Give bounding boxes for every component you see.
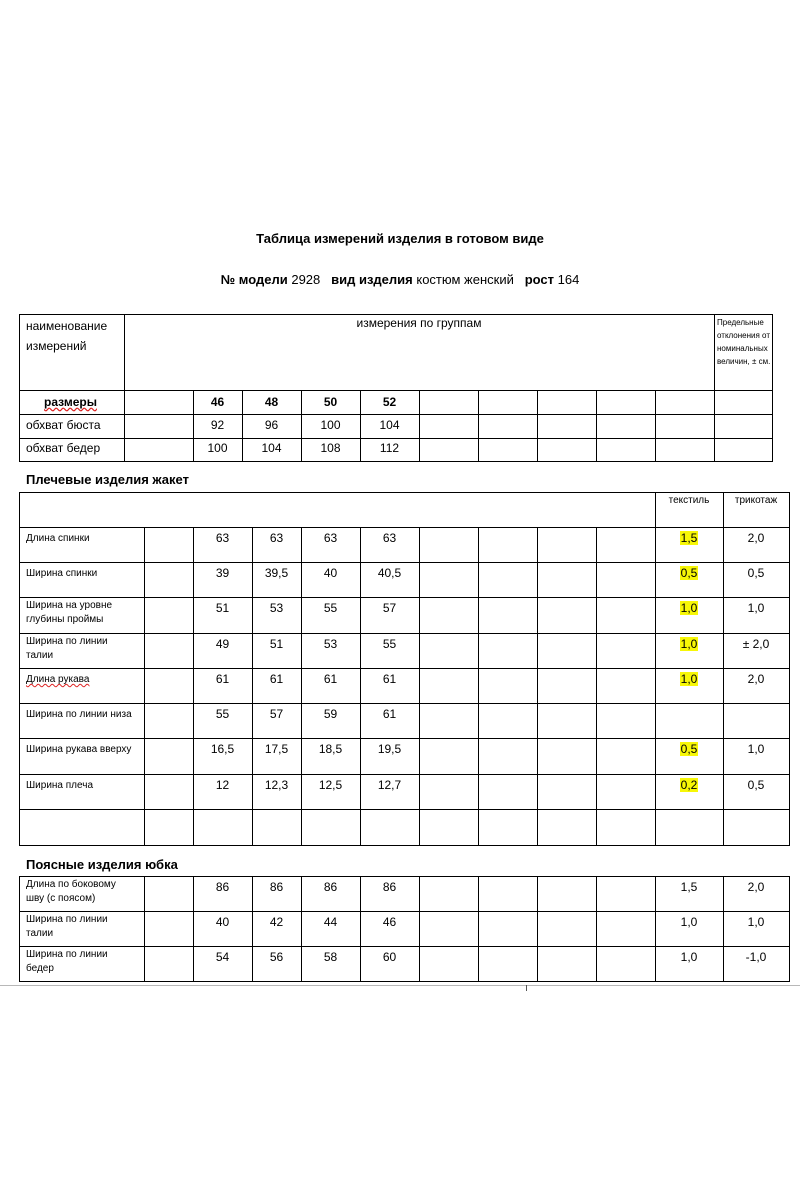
table-border-bottom <box>19 461 773 462</box>
jacket-value-text: 57 <box>269 707 284 721</box>
skirt-row-label <box>26 878 144 906</box>
skirt-textile-tolerance <box>655 915 723 929</box>
skirt-row-label-text: Ширина по линии бедер <box>26 949 108 974</box>
jacket-value <box>360 566 419 580</box>
measurement-value-text: 96 <box>264 418 279 432</box>
measurement-value-text: 100 <box>207 441 228 455</box>
jacket-row-label <box>26 532 144 546</box>
size-48-text: 48 <box>264 395 279 409</box>
measurement-value <box>193 441 242 455</box>
table-col-line <box>144 527 145 846</box>
jacket-value <box>252 672 301 686</box>
skirt-knit-tolerance-text: 1,0 <box>747 915 765 929</box>
jacket-knit-tolerance-text: 2,0 <box>747 531 765 545</box>
jacket-value <box>301 531 360 545</box>
jacket-knit-tolerance <box>723 672 789 686</box>
model-number-label: № модели <box>220 272 288 287</box>
jacket-knit-tolerance-text: 0,5 <box>747 566 765 580</box>
jacket-row-label <box>26 708 144 722</box>
jacket-value <box>252 742 301 756</box>
skirt-textile-tolerance-text: 1,0 <box>680 915 698 929</box>
table-col-line <box>478 390 479 462</box>
measurement-value <box>360 418 419 432</box>
table-row-line <box>19 414 773 415</box>
skirt-value <box>193 880 252 894</box>
sizes-label-text: размеры <box>44 395 97 409</box>
sizes-label <box>44 395 124 409</box>
measurement-label <box>26 418 124 432</box>
jacket-value-text: 51 <box>215 601 230 615</box>
table-col-line <box>478 876 479 982</box>
skirt-value-text: 46 <box>382 915 397 929</box>
measurement-value-text: 104 <box>379 418 400 432</box>
table-col-line <box>723 492 724 846</box>
table-col-line <box>537 876 538 982</box>
groups-column-header-text: измерения по группам <box>356 316 482 330</box>
table-row-line <box>19 774 790 775</box>
jacket-value <box>301 566 360 580</box>
table-border-bottom <box>19 845 790 846</box>
table-col-line <box>144 876 145 982</box>
jacket-textile-tolerance <box>655 778 723 792</box>
measurement-value <box>360 441 419 455</box>
jacket-value-text: 40,5 <box>377 566 402 580</box>
skirt-value <box>252 950 301 964</box>
jacket-value-text: 12,7 <box>377 778 402 792</box>
skirt-value-text: 40 <box>215 915 230 929</box>
size-50 <box>301 395 360 409</box>
jacket-value-text: 39,5 <box>264 566 289 580</box>
skirt-row-label-text: Длина по боковому шву (с поясом) <box>26 879 116 904</box>
skirt-value <box>252 915 301 929</box>
measurement-value <box>301 441 360 455</box>
jacket-value-text: 55 <box>215 707 230 721</box>
size-52-text: 52 <box>382 395 397 409</box>
skirt-textile-tolerance-text: 1,5 <box>680 880 698 894</box>
skirt-knit-tolerance-text: -1,0 <box>745 950 767 964</box>
skirt-knit-tolerance <box>723 950 789 964</box>
jacket-value <box>301 637 360 651</box>
document-title: Таблица измерений изделия в готовом виде <box>256 231 544 246</box>
skirt-value-text: 86 <box>323 880 338 894</box>
knit-column-header-text: трикотаж <box>734 495 778 506</box>
jacket-value-text: 40 <box>323 566 338 580</box>
skirt-value <box>193 950 252 964</box>
table-col-line <box>419 527 420 846</box>
table-col-line <box>537 527 538 846</box>
size-50-text: 50 <box>323 395 338 409</box>
skirt-value-text: 86 <box>382 880 397 894</box>
jacket-textile-tolerance-text: 1,5 <box>680 531 698 545</box>
jacket-knit-tolerance-text: 1,0 <box>747 742 765 756</box>
table-border-right <box>789 492 790 846</box>
jacket-textile-tolerance <box>655 672 723 686</box>
jacket-value <box>360 742 419 756</box>
jacket-value <box>252 601 301 615</box>
table-border-top <box>19 876 790 877</box>
table-row-line <box>19 946 790 947</box>
jacket-knit-tolerance-text: 0,5 <box>747 778 765 792</box>
name-column-header <box>26 316 126 356</box>
jacket-value <box>193 531 252 545</box>
skirt-value <box>193 915 252 929</box>
jacket-value-text: 18,5 <box>318 742 343 756</box>
textile-column-header <box>655 494 723 508</box>
jacket-textile-tolerance-text: 1,0 <box>680 637 698 651</box>
jacket-row-label <box>26 567 144 581</box>
skirt-heading: Поясные изделия юбка <box>26 857 178 872</box>
jacket-textile-tolerance-text: 0,5 <box>680 742 698 756</box>
jacket-value-text: 12,5 <box>318 778 343 792</box>
jacket-value <box>301 601 360 615</box>
jacket-value <box>193 742 252 756</box>
jacket-value-text: 12 <box>215 778 230 792</box>
jacket-textile-tolerance-text: 0,5 <box>680 566 698 580</box>
table-col-line <box>478 527 479 846</box>
jacket-row-label <box>26 673 144 687</box>
jacket-value-text: 51 <box>269 637 284 651</box>
size-52 <box>360 395 419 409</box>
jacket-value <box>252 637 301 651</box>
skirt-row-label <box>26 913 144 941</box>
jacket-value-text: 39 <box>215 566 230 580</box>
product-type-value: костюм женский <box>416 272 514 287</box>
jacket-value-text: 63 <box>323 531 338 545</box>
table-border-left <box>19 492 20 846</box>
skirt-value-text: 56 <box>269 950 284 964</box>
jacket-value-text: 61 <box>269 672 284 686</box>
jacket-knit-tolerance <box>723 637 789 651</box>
jacket-value-text: 63 <box>269 531 284 545</box>
measurement-value-text: 108 <box>320 441 341 455</box>
jacket-value <box>252 778 301 792</box>
skirt-value <box>301 880 360 894</box>
name-column-header-text: наименование измерений <box>26 319 108 353</box>
jacket-value-text: 16,5 <box>210 742 235 756</box>
model-number-value: 2928 <box>291 272 321 287</box>
skirt-value-text: 86 <box>215 880 230 894</box>
skirt-value <box>360 915 419 929</box>
table-border-right <box>789 876 790 982</box>
height-value: 164 <box>557 272 580 287</box>
jacket-row-label-text: Ширина рукава вверху <box>26 744 132 755</box>
table-col-line <box>596 390 597 462</box>
jacket-row-label-text: Длина рукава <box>26 674 90 685</box>
skirt-knit-tolerance-text: 2,0 <box>747 880 765 894</box>
jacket-row-label <box>26 599 144 627</box>
table-row-line <box>19 390 773 391</box>
product-type-label: вид изделия <box>331 272 413 287</box>
skirt-textile-tolerance <box>655 880 723 894</box>
page-tick-mark <box>526 985 527 991</box>
skirt-knit-tolerance <box>723 915 789 929</box>
jacket-value-text: 63 <box>215 531 230 545</box>
jacket-value-text: 57 <box>382 601 397 615</box>
jacket-value <box>193 672 252 686</box>
jacket-knit-tolerance-text: 2,0 <box>747 672 765 686</box>
jacket-value-text: 17,5 <box>264 742 289 756</box>
skirt-value <box>301 915 360 929</box>
jacket-value <box>360 601 419 615</box>
jacket-textile-tolerance <box>655 742 723 756</box>
jacket-value-text: 59 <box>323 707 338 721</box>
jacket-value-text: 61 <box>323 672 338 686</box>
table-col-line <box>714 314 715 462</box>
skirt-row-label <box>26 948 144 976</box>
jacket-row-label-text: Ширина по линии талии <box>26 636 108 661</box>
skirt-value <box>301 950 360 964</box>
table-border-top <box>19 314 773 315</box>
table-border-top <box>19 492 790 493</box>
jacket-value <box>360 531 419 545</box>
jacket-knit-tolerance <box>723 566 789 580</box>
measurement-value <box>242 418 301 432</box>
jacket-knit-tolerance <box>723 742 789 756</box>
jacket-value-text: 55 <box>323 601 338 615</box>
table-row-line <box>19 911 790 912</box>
table-border-left <box>19 876 20 982</box>
jacket-value <box>252 566 301 580</box>
jacket-value-text: 19,5 <box>377 742 402 756</box>
jacket-value-text: 61 <box>215 672 230 686</box>
skirt-value-text: 86 <box>269 880 284 894</box>
table-col-line <box>419 876 420 982</box>
jacket-value-text: 53 <box>269 601 284 615</box>
measurement-value-text: 92 <box>210 418 225 432</box>
table-row-line <box>19 668 790 669</box>
jacket-knit-tolerance <box>723 531 789 545</box>
skirt-row-label-text: Ширина по линии талии <box>26 914 108 939</box>
tolerance-column-header-text: Предельные отклонения от номинальных величин, ± см. <box>717 318 771 366</box>
skirt-value-text: 54 <box>215 950 230 964</box>
textile-column-header-text: текстиль <box>668 495 710 506</box>
measurement-value <box>242 441 301 455</box>
jacket-row-label-text: Длина спинки <box>26 533 90 544</box>
table-col-line <box>537 390 538 462</box>
table-row-line <box>19 562 790 563</box>
jacket-textile-tolerance-text: 1,0 <box>680 672 698 686</box>
tolerance-column-header <box>717 316 775 368</box>
jacket-textile-tolerance <box>655 601 723 615</box>
measurement-label <box>26 441 124 455</box>
skirt-knit-tolerance <box>723 880 789 894</box>
table-border-bottom <box>19 981 790 982</box>
table-col-line <box>596 527 597 846</box>
skirt-value-text: 44 <box>323 915 338 929</box>
groups-column-header <box>124 316 714 330</box>
size-48 <box>242 395 301 409</box>
jacket-value <box>193 707 252 721</box>
jacket-value <box>301 672 360 686</box>
table-border-left <box>19 314 20 462</box>
knit-column-header <box>723 494 789 508</box>
skirt-value <box>360 880 419 894</box>
jacket-knit-tolerance <box>723 778 789 792</box>
jacket-knit-tolerance-text: ± 2,0 <box>742 637 770 651</box>
skirt-value <box>252 880 301 894</box>
measurement-value-text: 104 <box>261 441 282 455</box>
skirt-value <box>360 950 419 964</box>
jacket-value <box>193 778 252 792</box>
jacket-textile-tolerance <box>655 637 723 651</box>
table-row-line <box>19 633 790 634</box>
jacket-value <box>193 601 252 615</box>
jacket-value <box>360 672 419 686</box>
jacket-value <box>301 742 360 756</box>
jacket-value-text: 61 <box>382 707 397 721</box>
jacket-value-text: 12,3 <box>264 778 289 792</box>
measurement-value-text: 100 <box>320 418 341 432</box>
measurement-value <box>301 418 360 432</box>
table-row-line <box>19 527 790 528</box>
jacket-value <box>301 707 360 721</box>
table-row-line <box>19 738 790 739</box>
measurement-label-text: обхват бедер <box>26 441 101 455</box>
measurement-label-text: обхват бюста <box>26 418 101 432</box>
model-info-line <box>0 272 800 287</box>
jacket-value <box>193 566 252 580</box>
page-bottom-rule <box>0 985 800 986</box>
skirt-value-text: 60 <box>382 950 397 964</box>
jacket-value <box>360 707 419 721</box>
jacket-textile-tolerance-text: 1,0 <box>680 601 698 615</box>
jacket-row-label-text: Ширина плеча <box>26 780 94 791</box>
measurement-value <box>193 418 242 432</box>
jacket-value-text: 63 <box>382 531 397 545</box>
table-col-line <box>419 390 420 462</box>
jacket-value <box>360 778 419 792</box>
table-row-line <box>19 703 790 704</box>
skirt-value-text: 42 <box>269 915 284 929</box>
table-row-line <box>19 597 790 598</box>
jacket-row-label <box>26 779 144 793</box>
jacket-textile-tolerance <box>655 531 723 545</box>
height-label: рост <box>524 272 555 287</box>
jacket-value-text: 55 <box>382 637 397 651</box>
jacket-row-label-text: Ширина по линии низа <box>26 709 132 720</box>
measurement-value-text: 112 <box>379 441 400 455</box>
jacket-value-text: 53 <box>323 637 338 651</box>
jacket-row-label <box>26 743 144 757</box>
skirt-textile-tolerance <box>655 950 723 964</box>
table-row-line <box>19 438 773 439</box>
skirt-value-text: 58 <box>323 950 338 964</box>
table-col-line <box>655 492 656 846</box>
jacket-heading: Плечевые изделия жакет <box>26 472 189 487</box>
jacket-textile-tolerance-text: 0,2 <box>680 778 698 792</box>
jacket-knit-tolerance-text: 1,0 <box>747 601 765 615</box>
jacket-value <box>252 531 301 545</box>
jacket-value <box>252 707 301 721</box>
jacket-value <box>301 778 360 792</box>
size-46-text: 46 <box>210 395 225 409</box>
jacket-value <box>360 637 419 651</box>
size-46 <box>193 395 242 409</box>
jacket-knit-tolerance <box>723 601 789 615</box>
jacket-row-label-text: Ширина спинки <box>26 568 98 579</box>
skirt-textile-tolerance-text: 1,0 <box>680 950 698 964</box>
table-col-line <box>596 876 597 982</box>
table-row-line <box>19 809 790 810</box>
jacket-value-text: 49 <box>215 637 230 651</box>
jacket-row-label-text: Ширина на уровне глубины проймы <box>26 600 113 625</box>
jacket-row-label <box>26 635 144 663</box>
jacket-textile-tolerance <box>655 566 723 580</box>
table-col-line <box>655 390 656 462</box>
jacket-value <box>193 637 252 651</box>
jacket-value-text: 61 <box>382 672 397 686</box>
